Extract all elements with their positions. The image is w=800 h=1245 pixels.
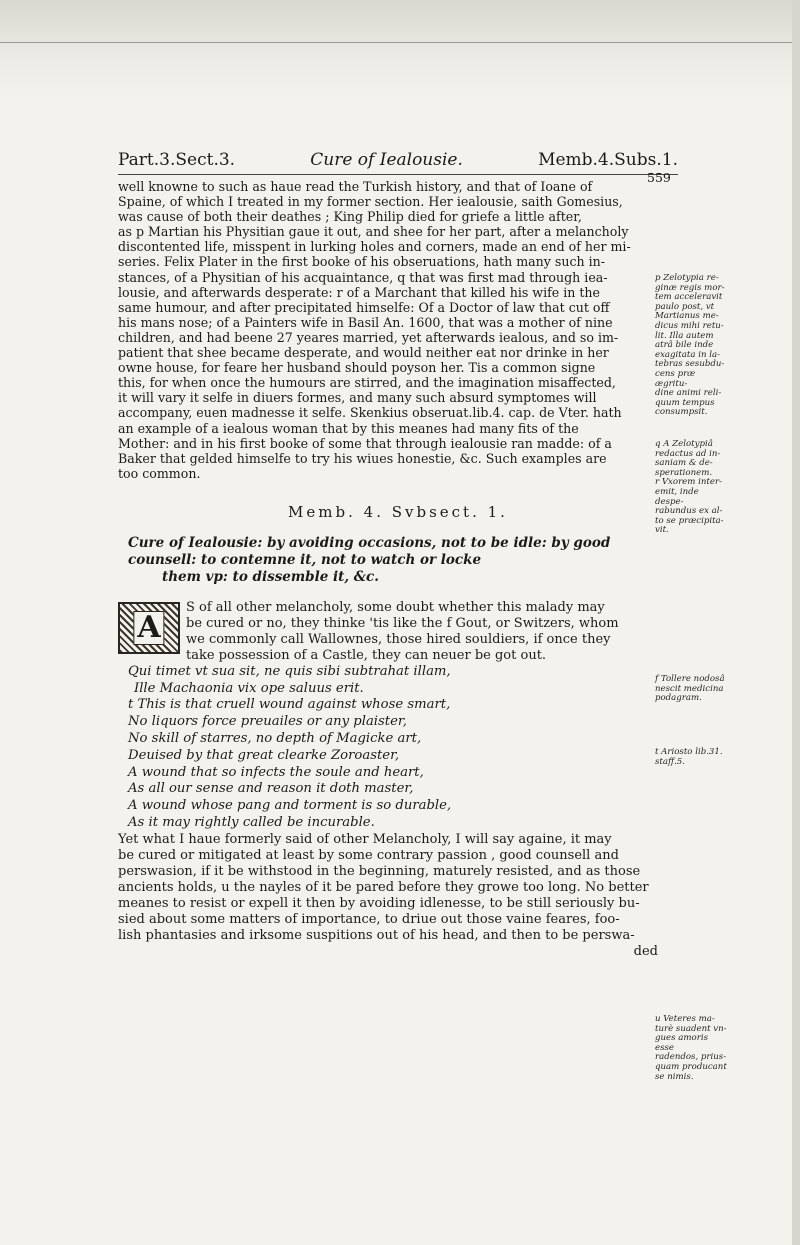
verse-line: Ille Machaonia vix ope saluus erit. [134, 680, 364, 696]
margin-note-line: vit. [655, 525, 669, 536]
text-line: series. Felix Plater in the first booke of his obseruations, hath many such in- [118, 254, 606, 270]
text-line: was cause of both their deathes ; King Philip died for griefe a little after, [118, 209, 582, 225]
section-title-line: them vp: to dissemble it, &c. [162, 568, 379, 585]
text-line: children, and had beene 27 yeares married, yet afterwards iealous, and so im- [118, 329, 619, 345]
margin-note-line: quam producant [655, 1061, 727, 1072]
margin-note-line: paulo post, vt [655, 301, 715, 312]
margin-note-line: t Ariosto lib.31. [655, 747, 723, 757]
margin-note-line: dicus mihi retu- [655, 320, 724, 331]
paragraph-3 [118, 832, 658, 960]
margin-note-line: to se præcipita- [655, 515, 724, 526]
margin-note-line: tem acceleravit [655, 292, 723, 303]
head-rule [118, 174, 678, 175]
text-line: lish phantasies and irksome suspitions out of his head, and then to be perswa- [118, 927, 635, 943]
verse-line: Qui timet vt sua sit, ne quis sibi subtrahat illam, [128, 663, 451, 679]
running-head-part: Part.3.Sect.3. [118, 150, 236, 170]
page-number: 559 [647, 170, 671, 185]
text-line: stances, of a Physitian of his acquaintance, q that was first mad through iea- [118, 269, 608, 285]
margin-note-line: rabundus ex al- [655, 506, 723, 517]
text-line: be cured or mitigated at least by some contrary passion , good counsell and [118, 847, 619, 863]
book-page [118, 150, 678, 960]
margin-note-line: ginæ regis mor- [655, 282, 725, 293]
text-line: be cured or no, they thinke 'tis like the f Gout, or Switzers, whom [186, 615, 619, 631]
margin-note-line: staff.5. [655, 756, 686, 767]
text-line: accompany, euen madnesse it selfe. Skenkius obseruat.lib.4. cap. de Vter. hath [118, 405, 622, 421]
verse-line: No skill of starres, no depth of Magicke art, [128, 731, 422, 747]
verse-line: A wound that so infects the soule and heart, [128, 764, 424, 780]
margin-note-line: consumpsit. [655, 407, 708, 418]
text-line: patient that shee became desperate, and would neither eat nor drinke in her [118, 345, 609, 361]
verse-line: t This is that cruell wound against whose smart, [128, 697, 451, 713]
text-line: Mother: and in his first booke of some that through iealousie ran madde: of a [118, 435, 612, 451]
section-title [118, 535, 678, 586]
text-line: take possession of a Castle, they can neuer be got out. [186, 647, 547, 663]
margin-note-line: se nimis. [655, 1071, 694, 1082]
margin-note-line: p Zelotypia re- [655, 273, 719, 283]
margin-note-line: exagitata in la- [655, 349, 720, 360]
text-line: Baker that gelded himselfe to try his wiues honestie, &c. Such examples are [118, 450, 607, 466]
margin-note-line: redactus ad in- [655, 448, 721, 459]
margin-note-line: sperationem. [655, 467, 713, 478]
text-line: owne house, for feare her husband should poyson her. Tis a common signe [118, 360, 596, 376]
margin-note-line: lit. Illa autem [655, 330, 714, 341]
text-line: as p Martian his Physitian gaue it out, and shee for her part, after a melancholy [118, 224, 629, 240]
verse-line: A wound whose pang and torment is so durable, [128, 798, 452, 814]
margin-note-line: nescit medicina [655, 683, 724, 694]
text-line: Yet what I haue formerly said of other Melancholy, I will say againe, it may [118, 831, 612, 847]
page-edge [792, 0, 800, 1245]
margin-note-p [655, 274, 727, 418]
margin-note-line: r Vxorem inter- [655, 477, 722, 488]
text-line: an example of a iealous woman that by this meanes had many fits of the [118, 420, 579, 436]
section-title-line: Cure of Iealousie: by avoiding occasions, not to be idle: by good [128, 534, 611, 551]
verse-line: As all our sense and reason it doth master, [128, 781, 414, 797]
paragraph-2 [118, 600, 658, 664]
margin-note-line: turè suadent vn- [655, 1023, 727, 1034]
text-line: lousie, and afterwards desperate: r of a Marchant that killed his wife in the [118, 284, 600, 300]
paragraph-1 [118, 179, 653, 481]
margin-note-line: u Veteres ma- [655, 1014, 715, 1024]
text-line: S of all other melancholy, some doubt whether this malady may [186, 599, 605, 615]
running-head-member: Memb.4.Subs.1. [538, 150, 678, 170]
margin-note-line: cens præ ægritu- [655, 368, 696, 389]
margin-note-line: radendos, prius- [655, 1052, 727, 1063]
margin-note-line: dine animi reli- [655, 388, 722, 399]
margin-note-line: emit, inde despe- [655, 486, 699, 507]
text-line: sied about some matters of importance, to driue out those vaine feares, foo- [118, 911, 620, 927]
page-top-margin [0, 0, 800, 96]
margin-note-line: tebras sesubdu- [655, 359, 725, 370]
drop-cap-ornament [118, 602, 180, 654]
text-line: meanes to resist or expell it then by avoiding idlenesse, to be still seriously bu- [118, 895, 640, 911]
verse-line: As it may rightly called be incurable. [128, 815, 375, 831]
text-line: discontented life, misspent in lurking holes and corners, made an end of her mi- [118, 239, 631, 255]
running-head [118, 150, 678, 173]
verse-block [118, 664, 678, 832]
verse-line: No liquors force preuailes or any plaister, [128, 714, 407, 730]
margin-note-line: gues amoris esse [655, 1033, 708, 1053]
text-line: Spaine, of which I treated in my former section. Her iealousie, saith Gomesius, [118, 194, 623, 210]
margin-note-line: podagram. [655, 693, 702, 704]
margin-note-u [655, 1015, 727, 1082]
text-line: this, for when once the humours are stirred, and the imagination misaffected, [118, 375, 616, 391]
margin-note-line: f Tollere nodosâ [655, 674, 725, 684]
margin-note-f [655, 675, 727, 704]
catchword: ded [633, 943, 658, 959]
text-line: his mans nose; of a Painters wife in Basil An. 1600, that was a mother of nine [118, 314, 613, 330]
text-line: perswasion, if it be withstood in the beginning, maturely resisted, and as those [118, 863, 641, 879]
drop-cap-letter: A [133, 611, 164, 645]
margin-note-q-r [655, 440, 727, 536]
text-line: ancients holds, u the nayles of it be pared before they growe too long. No better [118, 879, 649, 895]
margin-note-t [655, 748, 727, 767]
margin-note-line: atrâ bile inde [655, 340, 714, 351]
margin-note-line: saniam & de- [655, 458, 713, 469]
text-line: well knowne to such as haue read the Turkish history, and that of Ioane of [118, 179, 593, 194]
margin-note-line: q A Zelotypiâ [655, 439, 713, 449]
verse-line: Deuised by that great clearke Zoroaster, [128, 747, 400, 763]
text-line: too common. [118, 465, 201, 481]
running-head-title: Cure of Iealousie. [310, 150, 463, 170]
text-line: same humour, and after precipitated himselfe: Of a Doctor of law that cut off [118, 299, 610, 315]
text-line: we commonly call Wallownes, those hired souldiers, if once they [186, 631, 611, 647]
margin-note-line: quum tempus [655, 397, 715, 408]
text-line: it will vary it selfe in diuers formes, and many such absurd symptomes will [118, 390, 597, 406]
margin-note-line: Martianus me- [655, 311, 719, 322]
section-heading: Memb. 4. Svbsect. 1. [288, 502, 508, 521]
section-title-line: counsell: to contemne it, not to watch or locke [128, 551, 482, 568]
